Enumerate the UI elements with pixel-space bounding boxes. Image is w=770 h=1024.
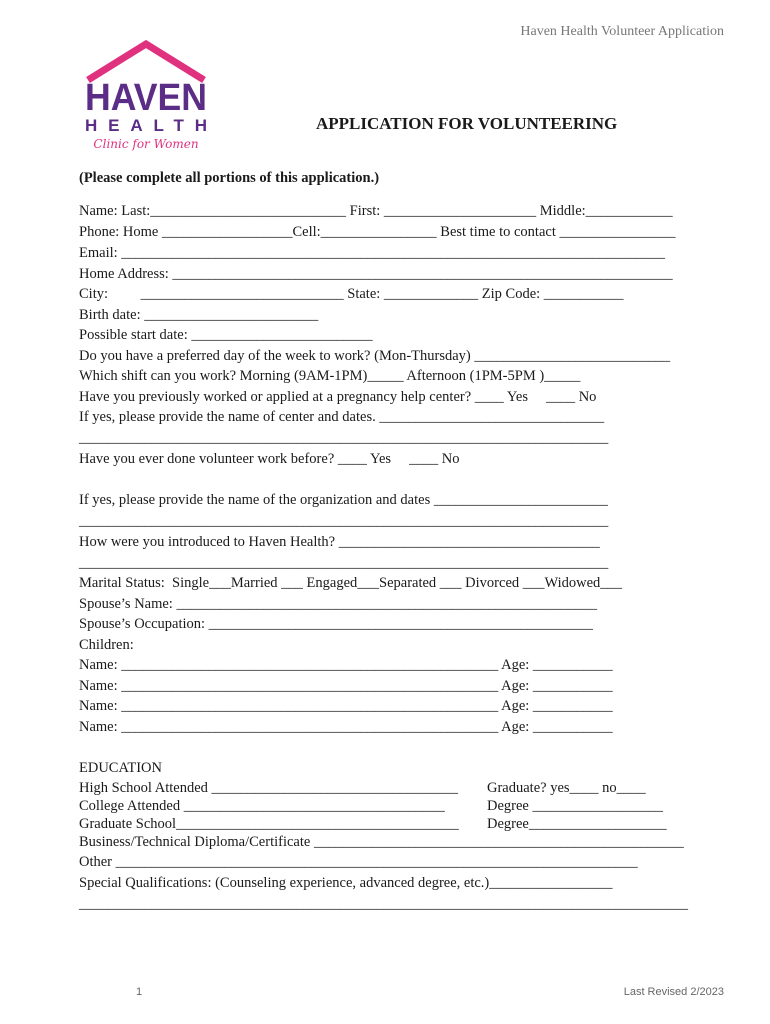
email-field-line[interactable]: Email: ___________________________________________________________________________ xyxy=(79,245,666,261)
marital-status-line[interactable]: Marital Status: Single___Married ___ Engaged___Separated ___ Divorced ___Widowed___ xyxy=(79,575,623,591)
birth-date-field-line[interactable]: Birth date: ________________________ xyxy=(79,307,319,323)
high-school-graduate-line[interactable]: Graduate? yes____ no____ xyxy=(487,780,646,796)
introduced-continuation-line[interactable]: _________________________________________________________________________ xyxy=(79,555,609,571)
running-header: Haven Health Volunteer Application xyxy=(520,24,724,39)
start-date-field-line[interactable]: Possible start date: _________________________ xyxy=(79,327,373,343)
children-label: Children: xyxy=(79,637,134,653)
special-qualifications-line[interactable]: Special Qualifications: (Counseling experience, advanced degree, etc.)_________________ xyxy=(79,875,613,891)
form-title: APPLICATION FOR VOLUNTEERING xyxy=(316,114,618,133)
spouse-name-line[interactable]: Spouse’s Name: __________________________________________________________ xyxy=(79,596,597,612)
special-qualifications-continuation-line[interactable]: ____________________________________________________________________________________ xyxy=(79,896,688,912)
shift-field-line[interactable]: Which shift can you work? Morning (9AM-1PM)_____ Afternoon (1PM-5PM )_____ xyxy=(79,368,581,384)
introduced-field-line[interactable]: How were you introduced to Haven Health? ____________________________________ xyxy=(79,534,600,550)
volunteer-before-field-line[interactable]: Have you ever done volunteer work before? ____ Yes ____ No xyxy=(79,451,460,467)
city-state-zip-field-line[interactable]: City: ____________________________ State: _____________ Zip Code: ___________ xyxy=(79,286,624,302)
revision-date: Last Revised 2/2023 xyxy=(623,986,724,998)
preferred-day-field-line[interactable]: Do you have a preferred day of the week to work? (Mon-Thursday) ___________________________ xyxy=(79,348,671,364)
organization-continuation-line[interactable]: _________________________________________________________________________ xyxy=(79,513,609,529)
page-number: 1 xyxy=(136,986,143,998)
pregnancy-center-field-line[interactable]: Have you previously worked or applied at a pregnancy help center? ____ Yes ____ No xyxy=(79,389,597,405)
spouse-occupation-line[interactable]: Spouse’s Occupation: _____________________________________________________ xyxy=(79,616,593,632)
college-degree-line[interactable]: Degree __________________ xyxy=(487,798,663,814)
education-heading: EDUCATION xyxy=(79,760,162,776)
high-school-line[interactable]: High School Attended __________________________________ xyxy=(79,780,459,796)
roof-icon xyxy=(88,44,204,80)
child-name-line-4[interactable]: Name: ____________________________________________________ Age: ___________ xyxy=(79,719,613,735)
pregnancy-center-details-line[interactable]: If yes, please provide the name of center and dates. _______________________________ xyxy=(79,409,605,425)
pregnancy-center-continuation-line[interactable]: _________________________________________________________________________ xyxy=(79,430,609,446)
instructions: (Please complete all portions of this application.) xyxy=(79,170,380,186)
svg-text:Clinic for Women: Clinic for Women xyxy=(93,137,199,151)
home-address-field-line[interactable]: Home Address: _____________________________________________________________________ xyxy=(79,266,673,282)
other-education-line[interactable]: Other ________________________________________________________________________ xyxy=(79,854,638,870)
college-line[interactable]: College Attended ____________________________________ xyxy=(79,798,445,814)
haven-health-logo xyxy=(82,40,212,152)
child-name-line-1[interactable]: Name: ____________________________________________________ Age: ___________ xyxy=(79,657,613,673)
business-technical-line[interactable]: Business/Technical Diploma/Certificate ___________________________________________________ xyxy=(79,834,684,850)
organization-details-line[interactable]: If yes, please provide the name of the organization and dates ________________________ xyxy=(79,492,608,508)
svg-text:HAVEN: HAVEN xyxy=(85,77,207,119)
child-name-line-3[interactable]: Name: ____________________________________________________ Age: ___________ xyxy=(79,698,613,714)
child-name-line-2[interactable]: Name: ____________________________________________________ Age: ___________ xyxy=(79,678,613,694)
phone-field-line[interactable]: Phone: Home __________________Cell:________________ Best time to contact ________________ xyxy=(79,224,676,240)
name-field-line[interactable]: Name: Last:___________________________ First: _____________________ Middle:____________ xyxy=(79,203,673,219)
graduate-school-line[interactable]: Graduate School_______________________________________ xyxy=(79,816,459,832)
graduate-degree-line[interactable]: Degree___________________ xyxy=(487,816,667,832)
svg-text:HEALTH: HEALTH xyxy=(85,116,207,135)
